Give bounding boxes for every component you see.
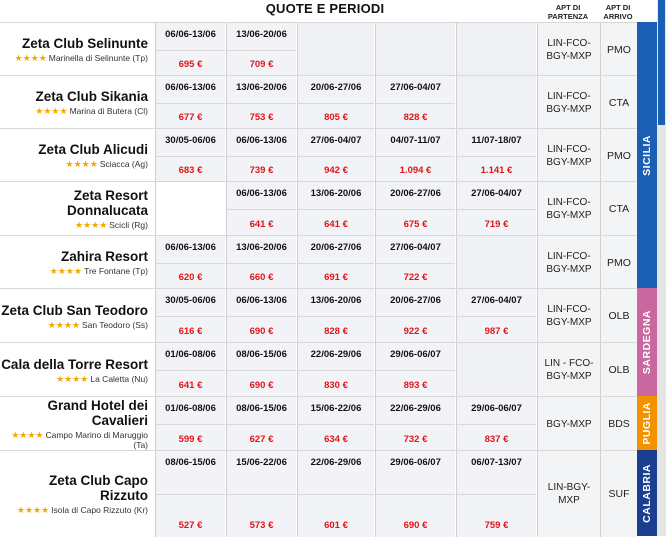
period-dates: 13/06-20/06 — [310, 295, 362, 306]
arrival-airport: OLB — [600, 343, 637, 397]
price-cell[interactable] — [226, 76, 296, 129]
location-label: La Caletta (Nu) — [90, 373, 148, 384]
hotel-location — [0, 430, 148, 450]
period-dates: 13/06-20/06 — [310, 188, 362, 199]
price-cell[interactable] — [375, 129, 455, 182]
period-dates: 22/06-29/06 — [390, 403, 441, 414]
location-label: San Teodoro (Ss) — [82, 319, 148, 330]
period-dates: 08/06-15/06 — [236, 349, 287, 360]
region-label: SICILIA — [641, 134, 653, 176]
price-value: 660 € — [249, 272, 274, 283]
period-dates: 04/07-11/07 — [390, 135, 441, 146]
period-dates: 06/06-13/06 — [165, 82, 216, 93]
empty-cell — [297, 23, 374, 76]
rating-stars-icon: ★★★★ — [14, 53, 47, 63]
cell-divider — [298, 370, 374, 371]
price-value: 722 € — [403, 272, 428, 283]
table-row — [0, 75, 666, 129]
location-label: Marina di Butera (Cl) — [69, 106, 148, 116]
period-dates: 27/06-04/07 — [471, 295, 522, 306]
price-cell[interactable] — [456, 397, 536, 451]
period-dates: 29/06-06/07 — [390, 349, 441, 360]
arrival-airport: CTA — [600, 182, 637, 236]
price-cell[interactable] — [226, 129, 296, 182]
cell-divider — [457, 316, 536, 317]
period-dates: 27/06-04/07 — [390, 82, 441, 93]
cell-divider — [156, 370, 225, 371]
price-cell[interactable] — [375, 76, 455, 129]
cell-divider — [156, 103, 225, 104]
departure-airports: LIN - FCO-BGY-MXP — [537, 343, 600, 397]
cell-divider — [298, 103, 374, 104]
rating-stars-icon: ★★★★ — [56, 373, 89, 384]
price-value: 620 € — [178, 272, 203, 283]
hotel-name[interactable]: Zahira Resort — [60, 249, 148, 264]
cell-divider — [376, 424, 455, 425]
price-value: 830 € — [324, 380, 348, 391]
price-value: 732 € — [403, 434, 428, 445]
price-value: 942 € — [324, 165, 348, 176]
hotel-location — [56, 374, 148, 384]
arrival-airport: BDS — [600, 397, 637, 451]
price-value: 739 € — [249, 165, 274, 176]
price-cell[interactable] — [375, 236, 455, 289]
hotel-location — [66, 159, 148, 169]
cell-divider — [298, 156, 374, 157]
period-dates: 11/07-18/07 — [471, 135, 522, 146]
price-cell[interactable] — [456, 289, 536, 343]
hotel-location — [35, 106, 148, 116]
price-value: 1.141 € — [480, 165, 513, 176]
rating-stars-icon: ★★★★ — [74, 220, 108, 230]
cell-divider — [457, 424, 536, 425]
period-dates: 13/06-20/06 — [236, 82, 287, 93]
page-title: QUOTE E PERIODI — [265, 1, 385, 16]
period-dates: 20/06-27/06 — [390, 188, 441, 199]
period-dates: 06/06-13/06 — [165, 242, 216, 253]
hotel-name[interactable]: Zeta Club Selinunte — [21, 36, 148, 51]
price-value: 641 € — [324, 219, 348, 230]
price-value: 987 € — [484, 326, 509, 337]
table-row — [0, 288, 666, 343]
period-dates: 27/06-04/07 — [310, 135, 362, 146]
period-dates: 15/06-22/06 — [236, 457, 287, 468]
price-value: 599 € — [178, 434, 203, 445]
table-row — [0, 450, 666, 537]
table-row — [0, 128, 666, 182]
region-band-sicilia — [637, 22, 657, 288]
price-value: 922 € — [403, 326, 428, 337]
hotel-location — [17, 505, 148, 515]
period-dates: 06/06-13/06 — [236, 135, 287, 146]
table-row — [0, 342, 666, 397]
hotel-location — [15, 53, 149, 63]
period-dates: 22/06-29/06 — [310, 457, 362, 468]
price-value: 691 € — [324, 272, 348, 283]
price-cell[interactable] — [226, 23, 296, 76]
arrival-airport: PMO — [600, 23, 637, 76]
region-band-calabria — [637, 450, 657, 536]
cell-divider — [227, 103, 296, 104]
period-dates: 29/06-06/07 — [471, 403, 522, 414]
period-dates: 20/06-27/06 — [310, 82, 362, 93]
period-dates: 06/07-13/07 — [471, 457, 522, 468]
cell-divider — [298, 424, 374, 425]
cell-divider — [298, 263, 374, 264]
period-dates: 20/06-27/06 — [310, 242, 362, 253]
arrival-airport: PMO — [600, 236, 637, 289]
price-cell[interactable] — [226, 397, 296, 451]
hotel-info — [0, 236, 152, 289]
empty-cell — [155, 182, 225, 236]
cell-divider — [227, 494, 296, 495]
cell-divider — [227, 424, 296, 425]
price-table — [0, 22, 666, 536]
location-label: Tre Fontane (Tp) — [84, 266, 148, 276]
price-cell[interactable] — [226, 451, 296, 537]
price-value: 828 € — [324, 326, 348, 337]
departure-airports: LIN-FCO-BGY-MXP — [537, 76, 600, 129]
rating-stars-icon: ★★★★ — [11, 430, 44, 440]
price-value: 616 € — [178, 326, 203, 337]
hotel-info — [0, 76, 152, 129]
arrival-airport: PMO — [600, 129, 637, 182]
location-label: Isola di Capo Rizzuto (Kr) — [51, 505, 148, 515]
price-value: 573 € — [249, 520, 274, 531]
period-dates: 13/06-20/06 — [236, 29, 287, 40]
departure-airports: BGY-MXP — [537, 397, 600, 451]
arrival-airport-header: APT DI ARRIVO — [603, 3, 633, 21]
price-cell[interactable] — [456, 182, 536, 236]
cell-divider — [376, 263, 455, 264]
rating-stars-icon: ★★★★ — [35, 106, 68, 116]
arrival-airport: SUF — [600, 451, 637, 537]
cell-divider — [156, 424, 225, 425]
region-band-sardegna — [637, 288, 657, 396]
price-cell[interactable] — [155, 129, 225, 182]
scrollbar-thumb[interactable] — [658, 0, 665, 125]
price-value: 641 € — [178, 380, 203, 391]
price-value: 709 € — [249, 59, 274, 70]
price-value: 634 € — [324, 434, 348, 445]
hotel-name[interactable]: Grand Hotel dei Cavalieri — [47, 398, 148, 428]
price-value: 893 € — [403, 380, 428, 391]
period-dates: 30/05-06/06 — [165, 295, 216, 306]
empty-cell — [456, 343, 536, 397]
hotel-info — [0, 397, 152, 451]
hotel-info — [0, 451, 152, 537]
cell-divider — [227, 370, 296, 371]
location-label: Campo Marino di Maruggio (Ta) — [45, 430, 148, 450]
price-cell[interactable] — [456, 451, 536, 537]
cell-divider — [156, 156, 225, 157]
price-cell[interactable] — [226, 343, 296, 397]
price-cell[interactable] — [297, 236, 374, 289]
price-cell[interactable] — [297, 289, 374, 343]
price-value: 690 € — [249, 380, 274, 391]
price-cell[interactable] — [297, 76, 374, 129]
hotel-name[interactable]: Zeta Club Alicudi — [38, 142, 148, 157]
hotel-info — [0, 343, 152, 397]
cell-divider — [156, 494, 225, 495]
price-cell[interactable] — [155, 236, 225, 289]
rating-stars-icon: ★★★★ — [65, 159, 98, 169]
period-dates: 27/06-04/07 — [390, 242, 441, 253]
price-cell[interactable] — [155, 397, 225, 451]
hotel-info — [0, 182, 152, 236]
hotel-info — [0, 289, 152, 343]
price-value: 675 € — [403, 219, 428, 230]
empty-cell — [375, 23, 455, 76]
price-cell[interactable] — [226, 289, 296, 343]
hotel-name[interactable]: Zeta Club Sikania — [35, 89, 148, 104]
price-cell[interactable] — [297, 451, 374, 537]
price-value: 695 € — [178, 59, 203, 70]
cell-divider — [298, 209, 374, 210]
empty-cell — [456, 76, 536, 129]
period-dates: 06/06-13/06 — [236, 188, 287, 199]
hotel-name[interactable]: Cala della Torre Resort — [1, 356, 148, 372]
period-dates: 30/05-06/06 — [165, 135, 216, 146]
cell-divider — [376, 209, 455, 210]
price-value: 527 € — [178, 520, 203, 531]
period-dates: 27/06-04/07 — [471, 188, 522, 199]
price-value: 759 € — [484, 520, 509, 531]
location-label: Sciacca (Ag) — [99, 159, 148, 169]
hotel-name[interactable]: Zeta Club Capo Rizzuto — [48, 473, 148, 503]
cell-divider — [376, 370, 455, 371]
departure-airports: LIN-FCO-BGY-MXP — [537, 129, 600, 182]
price-value: 641 € — [249, 219, 274, 230]
price-value: 719 € — [484, 219, 509, 230]
price-value: 690 € — [403, 520, 428, 531]
departure-airports: LIN-BGY-MXP — [537, 451, 600, 537]
period-dates: 29/06-06/07 — [390, 457, 441, 468]
price-cell[interactable] — [226, 236, 296, 289]
period-dates: 01/06-08/06 — [165, 349, 216, 360]
empty-cell — [456, 23, 536, 76]
region-label: SARDEGNA — [641, 309, 653, 375]
price-value: 837 € — [484, 434, 509, 445]
period-dates: 01/06-08/06 — [165, 403, 216, 414]
region-label: CALABRIA — [641, 463, 653, 523]
departure-airports: LIN-FCO-BGY-MXP — [537, 182, 600, 236]
table-row — [0, 235, 666, 289]
hotel-location — [48, 320, 148, 330]
period-dates: 15/06-22/06 — [310, 403, 362, 414]
period-dates: 06/06-13/06 — [236, 295, 287, 306]
period-dates: 08/06-15/06 — [165, 457, 216, 468]
price-cell[interactable] — [155, 23, 225, 76]
price-value: 828 € — [403, 112, 428, 123]
period-dates: 22/06-29/06 — [310, 349, 362, 360]
price-cell[interactable] — [155, 343, 225, 397]
price-value: 805 € — [324, 112, 348, 123]
departure-airports: LIN-FCO-BGY-MXP — [537, 289, 600, 343]
rating-stars-icon: ★★★★ — [47, 319, 80, 330]
arrival-airport: OLB — [600, 289, 637, 343]
cell-divider — [298, 494, 374, 495]
price-cell[interactable] — [375, 289, 455, 343]
price-value: 753 € — [249, 112, 274, 123]
table-row — [0, 396, 666, 451]
region-band-puglia — [637, 396, 657, 450]
price-cell[interactable] — [297, 397, 374, 451]
departure-airports: LIN-FCO-BGY-MXP — [537, 236, 600, 289]
period-dates: 20/06-27/06 — [390, 295, 441, 306]
cell-divider — [227, 263, 296, 264]
cell-divider — [156, 50, 225, 51]
cell-divider — [376, 103, 455, 104]
cell-divider — [376, 316, 455, 317]
cell-divider — [156, 263, 225, 264]
price-value: 601 € — [324, 520, 348, 531]
price-cell[interactable] — [375, 343, 455, 397]
cell-divider — [457, 209, 536, 210]
location-label: Scicli (Rg) — [109, 220, 148, 230]
price-cell[interactable] — [297, 182, 374, 236]
hotel-location — [50, 266, 148, 276]
price-value: 627 € — [249, 434, 274, 445]
departure-airports: LIN-FCO-BGY-MXP — [537, 23, 600, 76]
price-cell[interactable] — [155, 451, 225, 537]
table-row — [0, 181, 666, 236]
hotel-name[interactable]: Zeta Club San Teodoro — [1, 302, 148, 318]
price-cell[interactable] — [375, 451, 455, 537]
price-value: 677 € — [178, 112, 203, 123]
hotel-info — [0, 23, 152, 76]
cell-divider — [457, 494, 536, 495]
region-label: PUGLIA — [641, 401, 653, 445]
cell-divider — [227, 209, 296, 210]
price-value: 1.094 € — [399, 165, 432, 176]
price-cell[interactable] — [456, 129, 536, 182]
price-cell[interactable] — [297, 129, 374, 182]
price-cell[interactable] — [297, 343, 374, 397]
cell-divider — [227, 156, 296, 157]
hotel-name[interactable]: Zeta Resort Donnalucata — [66, 188, 148, 218]
cell-divider — [298, 316, 374, 317]
price-cell[interactable] — [155, 76, 225, 129]
cell-divider — [376, 156, 455, 157]
table-row — [0, 22, 666, 76]
location-label: Marinella di Selinunte (Tp) — [48, 53, 148, 63]
rating-stars-icon: ★★★★ — [49, 266, 83, 276]
price-cell[interactable] — [226, 182, 296, 236]
period-dates: 13/06-20/06 — [236, 242, 287, 253]
cell-divider — [156, 316, 225, 317]
price-value: 683 € — [178, 165, 203, 176]
hotel-info — [0, 129, 152, 182]
cell-divider — [227, 316, 296, 317]
cell-divider — [376, 494, 455, 495]
price-value: 690 € — [249, 326, 274, 337]
price-cell[interactable] — [155, 289, 225, 343]
period-dates: 08/06-15/06 — [236, 403, 287, 414]
cell-divider — [457, 156, 536, 157]
rating-stars-icon: ★★★★ — [16, 505, 50, 515]
departure-airport-header: APT DI PARTENZA — [547, 3, 589, 21]
empty-cell — [456, 236, 536, 289]
price-cell[interactable] — [375, 182, 455, 236]
price-cell[interactable] — [375, 397, 455, 451]
arrival-airport: CTA — [600, 76, 637, 129]
period-dates: 06/06-13/06 — [165, 29, 216, 40]
hotel-location — [75, 220, 148, 230]
cell-divider — [227, 50, 296, 51]
